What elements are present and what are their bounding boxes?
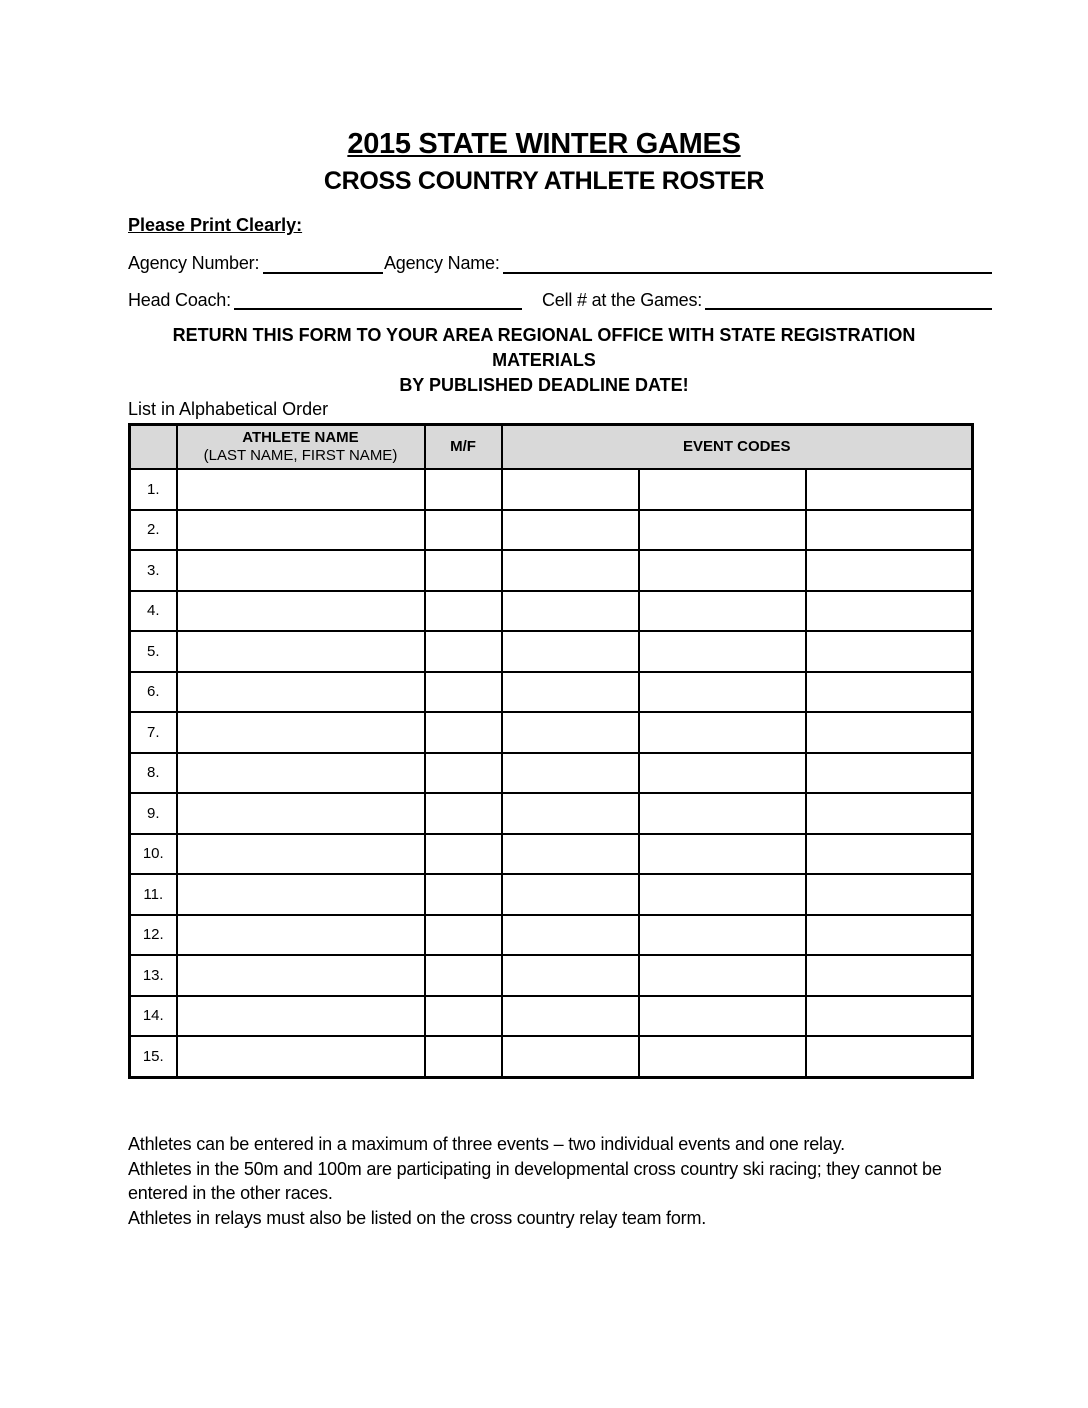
athlete-name-header — [177, 425, 425, 470]
event-code-2-cell[interactable] — [639, 672, 806, 713]
table-row — [130, 834, 973, 875]
event-code-3-cell[interactable] — [806, 510, 973, 551]
table-row — [130, 550, 973, 591]
athlete-name-cell[interactable] — [177, 672, 425, 713]
event-code-2-cell[interactable] — [639, 550, 806, 591]
note-developmental: Athletes in the 50m and 100m are participating in developmental cross country ski racing; they cannot be entered in the other races. — [128, 1158, 942, 1203]
row-number: 12. — [130, 915, 177, 956]
event-code-2-cell[interactable] — [639, 793, 806, 834]
event-code-3-cell[interactable] — [806, 712, 973, 753]
gender-cell[interactable] — [425, 793, 502, 834]
gender-cell[interactable] — [425, 753, 502, 794]
table-row — [130, 469, 973, 510]
event-code-2-cell[interactable] — [639, 996, 806, 1037]
table-row — [130, 996, 973, 1037]
athlete-name-header-sublabel: (LAST NAME, FIRST NAME) — [203, 447, 398, 464]
event-code-1-cell[interactable] — [502, 469, 639, 510]
event-code-1-cell[interactable] — [502, 1036, 639, 1077]
event-code-3-cell[interactable] — [806, 834, 973, 875]
table-row — [130, 631, 973, 672]
event-code-2-cell[interactable] — [639, 1036, 806, 1077]
athlete-name-cell[interactable] — [177, 955, 425, 996]
head-coach-label: Head Coach: — [128, 290, 231, 310]
athlete-name-cell[interactable] — [177, 510, 425, 551]
event-code-2-cell[interactable] — [639, 510, 806, 551]
row-number: 15. — [130, 1036, 177, 1077]
return-notice-line1: RETURN THIS FORM TO YOUR AREA REGIONAL OFFICE WITH STATE REGISTRATION — [172, 325, 916, 345]
event-code-2-cell[interactable] — [639, 834, 806, 875]
agency-name-label: Agency Name: — [384, 253, 500, 273]
athlete-name-cell[interactable] — [177, 631, 425, 672]
note-max-events: Athletes can be entered in a maximum of three events – two individual events and one relay. — [128, 1134, 845, 1154]
number-header — [130, 425, 177, 470]
event-code-3-cell[interactable] — [806, 996, 973, 1037]
gender-cell[interactable] — [425, 955, 502, 996]
gender-cell[interactable] — [425, 672, 502, 713]
event-code-1-cell[interactable] — [502, 753, 639, 794]
gender-cell[interactable] — [425, 1036, 502, 1077]
table-header-row — [130, 425, 973, 470]
row-number: 5. — [130, 631, 177, 672]
athlete-name-cell[interactable] — [177, 712, 425, 753]
athlete-name-cell[interactable] — [177, 915, 425, 956]
gender-cell[interactable] — [425, 631, 502, 672]
gender-header: M/F — [425, 425, 502, 470]
event-code-3-cell[interactable] — [806, 469, 973, 510]
event-code-1-cell[interactable] — [502, 510, 639, 551]
event-code-3-cell[interactable] — [806, 550, 973, 591]
event-code-1-cell[interactable] — [502, 834, 639, 875]
event-code-3-cell[interactable] — [806, 955, 973, 996]
event-code-1-cell[interactable] — [502, 996, 639, 1037]
table-row — [130, 874, 973, 915]
cell-number-label: Cell # at the Games: — [542, 290, 703, 310]
event-code-3-cell[interactable] — [806, 915, 973, 956]
table-row — [130, 955, 973, 996]
table-row — [130, 753, 973, 794]
row-number: 6. — [130, 672, 177, 713]
row-number: 3. — [130, 550, 177, 591]
event-code-2-cell[interactable] — [639, 915, 806, 956]
gender-cell[interactable] — [425, 550, 502, 591]
event-code-2-cell[interactable] — [639, 874, 806, 915]
athlete-name-cell[interactable] — [177, 550, 425, 591]
gender-cell[interactable] — [425, 712, 502, 753]
gender-cell[interactable] — [425, 469, 502, 510]
athlete-name-cell[interactable] — [177, 591, 425, 632]
event-code-2-cell[interactable] — [639, 712, 806, 753]
athlete-name-header-label: ATHLETE NAME — [242, 429, 359, 446]
table-row — [130, 793, 973, 834]
event-code-3-cell[interactable] — [806, 753, 973, 794]
athlete-name-cell[interactable] — [177, 753, 425, 794]
event-code-1-cell[interactable] — [502, 712, 639, 753]
roster-body — [130, 469, 973, 1077]
print-instruction: Please Print Clearly: — [128, 215, 303, 235]
event-code-1-cell[interactable] — [502, 631, 639, 672]
page-title: 2015 STATE WINTER GAMES — [347, 128, 741, 160]
event-code-1-cell[interactable] — [502, 955, 639, 996]
agency-number-label: Agency Number: — [128, 253, 260, 273]
table-row — [130, 712, 973, 753]
athlete-name-cell[interactable] — [177, 1036, 425, 1077]
event-code-3-cell[interactable] — [806, 672, 973, 713]
athlete-name-cell[interactable] — [177, 469, 425, 510]
event-code-1-cell[interactable] — [502, 672, 639, 713]
gender-cell[interactable] — [425, 510, 502, 551]
event-codes-header: EVENT CODES — [502, 425, 973, 470]
head-coach-field[interactable] — [234, 308, 522, 310]
event-code-3-cell[interactable] — [806, 631, 973, 672]
row-number: 4. — [130, 591, 177, 632]
table-row — [130, 915, 973, 956]
gender-cell[interactable] — [425, 996, 502, 1037]
return-notice-line2: MATERIALS — [492, 350, 596, 370]
table-row — [130, 510, 973, 551]
gender-cell[interactable] — [425, 834, 502, 875]
event-code-3-cell[interactable] — [806, 874, 973, 915]
row-number: 8. — [130, 753, 177, 794]
row-number: 13. — [130, 955, 177, 996]
row-number: 14. — [130, 996, 177, 1037]
event-code-1-cell[interactable] — [502, 915, 639, 956]
row-number: 11. — [130, 874, 177, 915]
event-code-2-cell[interactable] — [639, 631, 806, 672]
gender-cell[interactable] — [425, 591, 502, 632]
agency-name-field[interactable] — [503, 272, 992, 274]
row-number: 1. — [130, 469, 177, 510]
event-code-3-cell[interactable] — [806, 793, 973, 834]
event-code-1-cell[interactable] — [502, 793, 639, 834]
note-relays: Athletes in relays must also be listed on the cross country relay team form. — [128, 1207, 707, 1228]
return-notice-line3: BY PUBLISHED DEADLINE DATE! — [399, 375, 689, 395]
table-row — [130, 591, 973, 632]
table-row — [130, 1036, 973, 1077]
event-code-1-cell[interactable] — [502, 874, 639, 915]
row-number: 2. — [130, 510, 177, 551]
athlete-name-cell[interactable] — [177, 793, 425, 834]
event-code-3-cell[interactable] — [806, 591, 973, 632]
cell-number-field[interactable] — [705, 308, 992, 310]
event-code-3-cell[interactable] — [806, 1036, 973, 1077]
event-code-2-cell[interactable] — [639, 469, 806, 510]
row-number: 7. — [130, 712, 177, 753]
table-row — [130, 672, 973, 713]
event-code-2-cell[interactable] — [639, 753, 806, 794]
athlete-name-cell[interactable] — [177, 874, 425, 915]
gender-cell[interactable] — [425, 874, 502, 915]
event-code-1-cell[interactable] — [502, 550, 639, 591]
event-code-2-cell[interactable] — [639, 591, 806, 632]
gender-cell[interactable] — [425, 915, 502, 956]
notes — [128, 1132, 968, 1230]
row-number: 9. — [130, 793, 177, 834]
athlete-name-cell[interactable] — [177, 996, 425, 1037]
event-code-2-cell[interactable] — [639, 955, 806, 996]
event-code-1-cell[interactable] — [502, 591, 639, 632]
row-number: 10. — [130, 834, 177, 875]
agency-number-field[interactable] — [263, 272, 383, 274]
roster-table — [128, 423, 974, 1079]
page-subtitle: CROSS COUNTRY ATHLETE ROSTER — [323, 167, 765, 195]
athlete-name-cell[interactable] — [177, 834, 425, 875]
list-instruction: List in Alphabetical Order — [128, 399, 329, 419]
